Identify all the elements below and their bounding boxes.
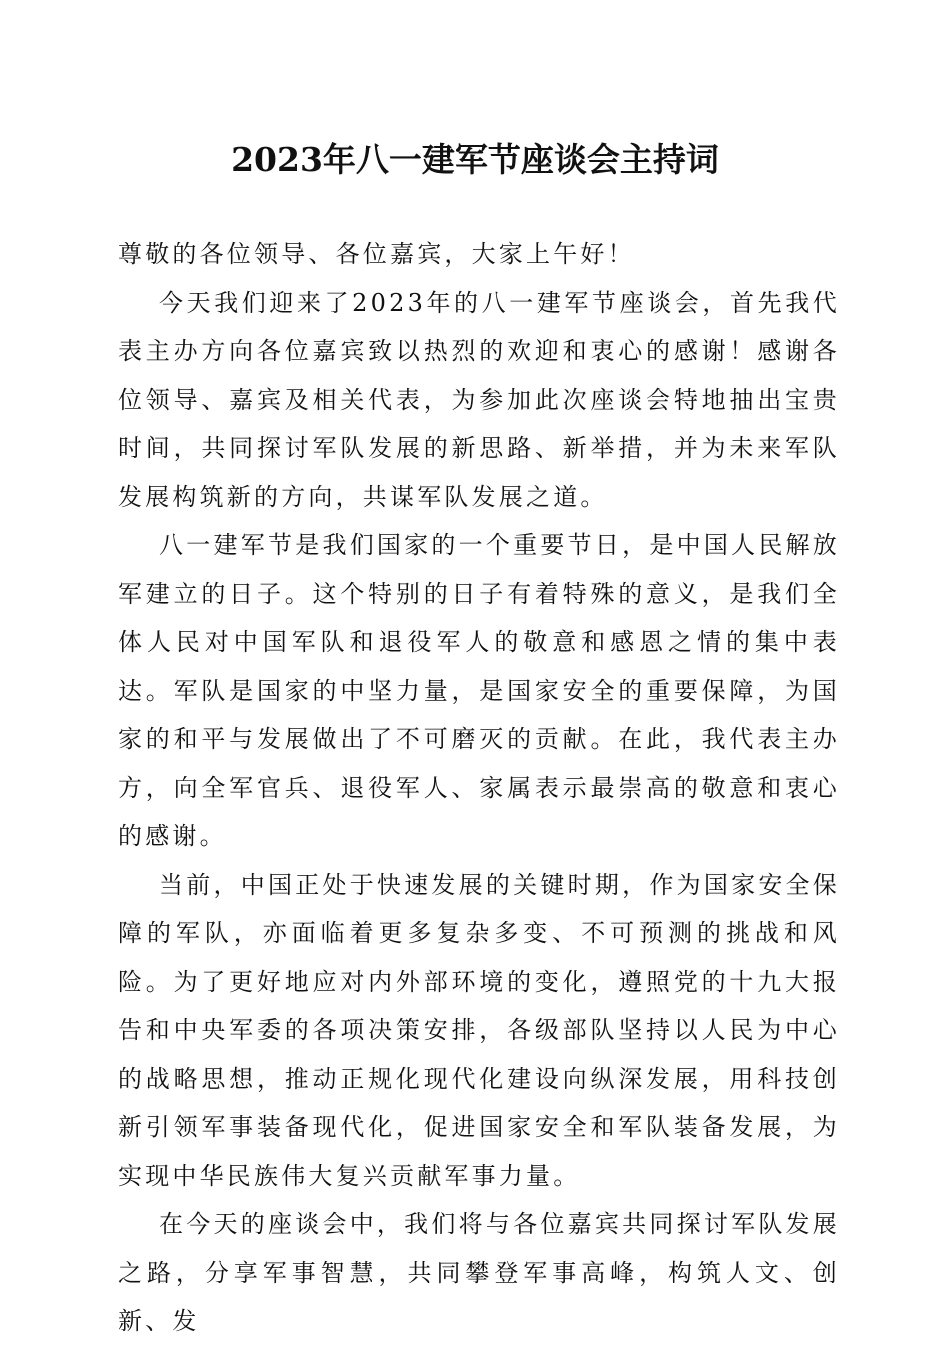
paragraph-2: 八一建军节是我们国家的一个重要节日，是中国人民解放军建立的日子。这个特别的日子有着特殊的意义，是我们全体人民对中国军队和退役军人的敬意和感恩之情的集中表达。军队是国家的中坚力量，是国家安全的重要保障，为国家的和平与发展做出了不可磨灭的贡献。在此，我代表主办方，向全军官兵、退役军人、家属表示最崇高的敬意和衷心的感谢。 [118,531,840,850]
document-body [118,230,840,1346]
greeting-line: 尊敬的各位领导、各位嘉宾，大家上午好！ [118,240,635,268]
paragraph-4: 在今天的座谈会中，我们将与各位嘉宾共同探讨军队发展之路，分享军事智慧，共同攀登军事高峰，构筑人文、创新、发 [118,1210,840,1335]
paragraph-3: 当前，中国正处于快速发展的关键时期，作为国家安全保障的军队，亦面临着更多复杂多变、不可预测的挑战和风险。为了更好地应对内外部环境的变化，遵照党的十九大报告和中央军委的各项决策安排，各级部队坚持以人民为中心的战略思想，推动正规化现代化建设向纵深发展，用科技创新引领军事装备现代化，促进国家安全和军队装备发展，为实现中华民族伟大复兴贡献军事力量。 [118,870,840,1190]
paragraph-1: 今天我们迎来了2023年的八一建军节座谈会，首先我代表主办方向各位嘉宾致以热烈的欢迎和衷心的感谢！感谢各位领导、嘉宾及相关代表，为参加此次座谈会特地抽出宝贵时间，共同探讨军队发展的新思路、新举措，并为未来军队发展构筑新的方向，共谋军队发展之道。 [118,288,840,511]
document-title: 2023年八一建军节座谈会主持词 [231,140,719,179]
